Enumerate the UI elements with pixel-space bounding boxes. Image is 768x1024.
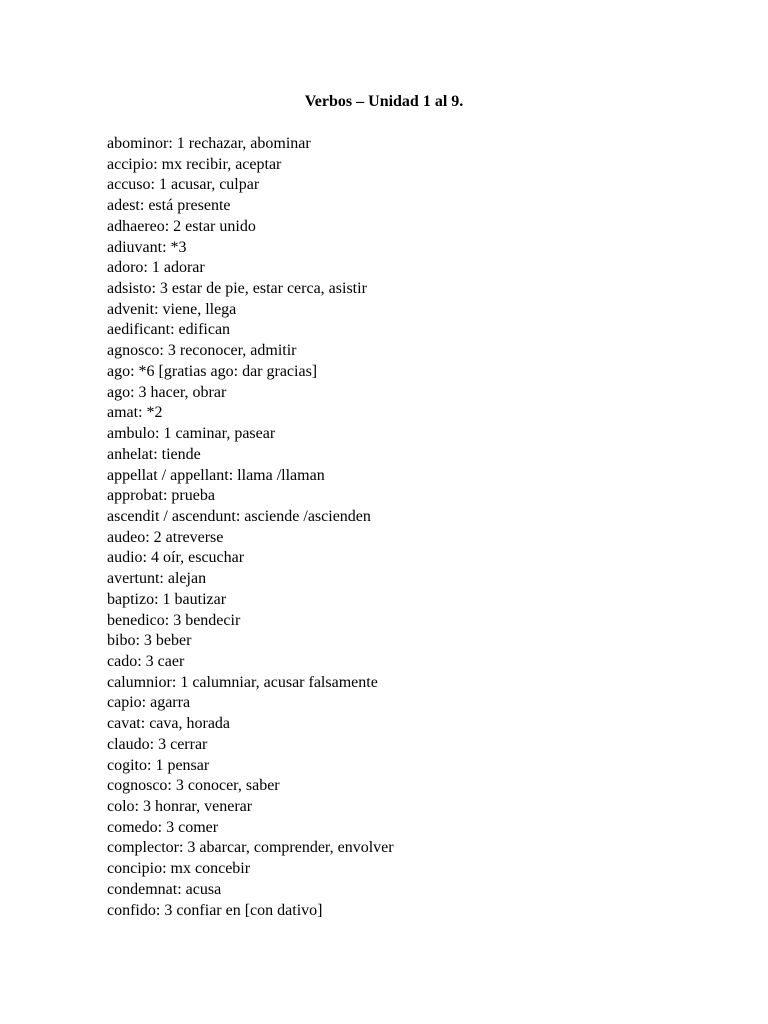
verb-entry: adhaereo: 2 estar unido [107,217,256,235]
verb-entry: cognosco: 3 conocer, saber [107,777,280,795]
verb-entry: anhelat: tiende [107,445,201,463]
verb-entry: appellat / appellant: llama /llaman [107,466,325,484]
verb-entry: cado: 3 caer [107,652,185,670]
verb-entry: ago: 3 hacer, obrar [107,383,227,401]
verb-entry: benedico: 3 bendecir [107,611,241,629]
verb-entry: concipio: mx concebir [107,860,251,878]
verb-entry: aedificant: edifican [107,321,231,339]
verb-entry: bibo: 3 beber [107,632,192,650]
verb-entry: adoro: 1 adorar [107,259,205,277]
verb-entry: audeo: 2 atreverse [107,528,224,546]
verb-entry: amat: *2 [107,404,163,422]
verb-list [107,134,727,921]
verb-entry: accuso: 1 acusar, culpar [107,176,260,194]
verb-entry: cavat: cava, horada [107,715,231,733]
verb-entry: adest: está presente [107,197,231,215]
verb-entry: complector: 3 abarcar, comprender, envolver [107,839,394,857]
verb-entry: approbat: prueba [107,487,215,505]
verb-entry: adiuvant: *3 [107,238,187,256]
verb-entry: adsisto: 3 estar de pie, estar cerca, asistir [107,280,367,298]
verb-entry: claudo: 3 cerrar [107,735,208,753]
verb-entry: advenit: viene, llega [107,300,237,318]
verb-entry: baptizo: 1 bautizar [107,590,227,608]
verb-entry: condemnat: acusa [107,880,222,898]
verb-entry: accipio: mx recibir, aceptar [107,155,282,173]
verb-entry: colo: 3 honrar, venerar [107,798,253,815]
verb-entry: avertunt: alejan [107,570,207,588]
verb-entry: calumnior: 1 calumniar, acusar falsamente [107,673,378,691]
verb-entry: audio: 4 oír, escuchar [107,549,245,567]
verb-entry: comedo: 3 comer [107,818,219,836]
verb-entry: ambulo: 1 caminar, pasear [107,425,276,443]
verb-entry: ascendit / ascendunt: asciende /ascienden [107,507,371,525]
verb-entry: cogito: 1 pensar [107,756,210,774]
page-title: Verbos – Unidad 1 al 9. [304,93,464,110]
verb-entry: abominor: 1 rechazar, abominar [107,135,311,152]
verb-entry: ago: *6 [gratias ago: dar gracias] [107,362,318,380]
verb-entry: capio: agarra [107,694,191,712]
verb-entry: confido: 3 confiar en [con dativo] [107,901,323,919]
verb-entry: agnosco: 3 reconocer, admitir [107,342,297,360]
